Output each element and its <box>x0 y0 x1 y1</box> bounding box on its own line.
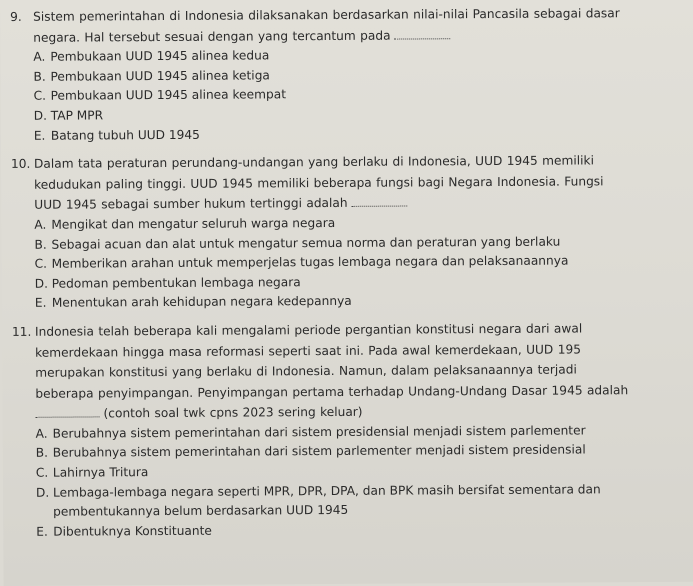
option-text: Pembukaan UUD 1945 alinea keempat <box>50 87 287 104</box>
answer-blank <box>352 196 408 207</box>
answer-blank <box>35 407 99 418</box>
question-text: kedudukan paling tinggi. UUD 1945 memiliki beberapa fungsi bagi Negara Indonesia. Fungsi <box>34 174 604 192</box>
option-text: Berubahnya sistem pemerintahan dari sistem parlementer menjadi sistem presidensial <box>52 442 586 461</box>
question-9 <box>10 3 686 146</box>
option-letter: A. <box>35 426 48 441</box>
question-text: Dalam tata peraturan perundang-undangan yang berlaku di Indonesia, UUD 1945 memiliki <box>33 153 595 171</box>
question-number: 9. <box>10 9 22 24</box>
answer-blank <box>394 28 450 39</box>
option-letter: B. <box>34 237 47 252</box>
question-text: kemerdekaan hingga masa reformasi seperti saat ini. Pada awal kemerdekaan, UUD 195 <box>35 341 581 360</box>
option-letter: C. <box>35 465 49 480</box>
option-letter: E. <box>36 524 48 539</box>
question-number: 11. <box>11 324 32 339</box>
question-text: beberapa penyimpangan. Penyimpangan pertama terhadap Undang-Undang Dasar 1945 adalah <box>35 382 629 401</box>
option-letter: E. <box>34 296 47 311</box>
option-letter: C. <box>34 256 48 271</box>
option-text: Mengikat dan mengatur seluruh warga negara <box>51 215 336 232</box>
option-letter: D. <box>33 108 48 123</box>
option-text: Pedoman pembentukan lembaga negara <box>51 274 301 291</box>
question-text: UUD 1945 sebagai sumber hukum tertinggi adalah <box>34 196 348 213</box>
option-text: Sebagai acuan dan alat untuk mengatur semua norma dan peraturan yang berlaku <box>51 234 561 252</box>
question-10 <box>11 150 687 314</box>
option-letter: D. <box>34 276 49 291</box>
question-text: Indonesia telah beberapa kali mengalami periode pergantian konstitusi negara dari awal <box>34 321 583 339</box>
option-letter: A. <box>34 217 47 232</box>
option-text: Batang tubuh UUD 1945 <box>50 127 200 143</box>
option-letter: B. <box>35 446 49 461</box>
option-text: Berubahnya sistem pemerintahan dari sistem presidensial menjadi sistem parlementer <box>52 423 586 441</box>
question-text: negara. Hal tersebut sesuai dengan yang tercantum pada <box>33 28 391 45</box>
option-e <box>12 290 687 314</box>
option-text: Pembukaan UUD 1945 alinea ketiga <box>50 68 270 84</box>
question-text: merupakan konstitusi yang berlaku di Indonesia. Namun, dalam pelaksanaannya terjadi <box>35 362 577 380</box>
option-text: Pembukaan UUD 1945 alinea kedua <box>50 48 270 64</box>
option-letter: A. <box>33 49 46 64</box>
option-text: TAP MPR <box>50 108 104 123</box>
question-text: Sistem pemerintahan di Indonesia dilaksanakan berdasarkan nilai-nilai Pancasila sebagai dasar <box>33 6 620 24</box>
option-letter: E. <box>33 128 46 143</box>
option-text: pembentukannya belum berdasarkan UUD 1945 <box>53 503 349 519</box>
option-text: Memberikan arahan untuk memperjelas tugas lembaga negara dan pelaksanaannya <box>51 253 569 271</box>
option-e <box>13 519 688 543</box>
question-note: (contoh soal twk cpns 2023 sering keluar) <box>103 405 363 421</box>
option-text: Lahirnya Tritura <box>52 465 149 480</box>
option-e <box>11 122 686 146</box>
option-text: Dibentuknya Konstituante <box>53 523 212 539</box>
option-text: Menentukan arah kehidupan negara kedepannya <box>51 294 352 311</box>
option-letter: B. <box>33 69 46 84</box>
option-letter: C. <box>33 89 47 104</box>
option-text: Lembaga-lembaga negara seperti MPR, DPR, DPA, dan BPK masih bersifat sementara dan <box>52 481 601 500</box>
question-11 <box>12 318 688 543</box>
question-number: 10. <box>10 156 31 172</box>
option-letter: D. <box>35 485 50 500</box>
